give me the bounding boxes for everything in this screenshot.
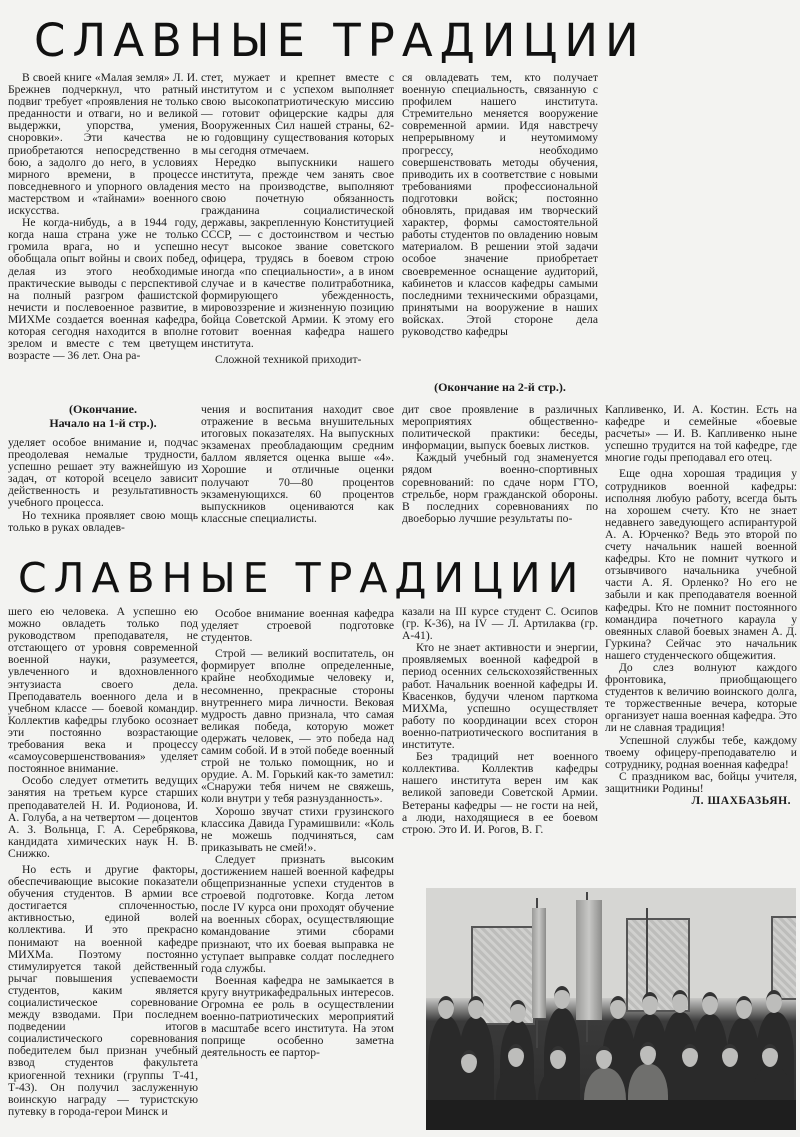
paragraph: ся овладевать тем, кто получает военную специальность, связанную с профилем нашего института. Стремительно меняется вооружение современной армии. Идя навстречу непрерывному и неутомимому прогрессу, необходимо совершенствовать методы обучения, приводить их в соответствие с новыми требованиями профессиональной подготовки войск; постоянно обновлять, придавая им творческий характер, формы самостоятельной работы студентов по овладению новым материалом. В решении этой задачи особое значение приобретает своевременное оснащение аудиторий, кабинетов и классов кафедры самыми последними техническими образцами, принятыми на вооружение в наших войсках. Этой стороне дела руководство кафедры: [402, 71, 598, 338]
article1-column-3: [402, 72, 598, 338]
paragraph: Сложной техникой приходит-: [215, 353, 362, 367]
person-head: [596, 1046, 612, 1069]
continuation-note: [8, 402, 198, 430]
banner: [532, 908, 546, 1018]
group-photo: [426, 888, 796, 1130]
paragraph: шего ею человека. А успешно ею можно овладеть только под руководством преподавателя, не отстающего от уровня современной военной науки, разумеется, увлеченного и вдохновленного энтузиаста своего дела. Преподаватель военного дела и в учебном классе — боевой командир. Коллектив кафедры глубоко осознает эти постоянно возрастающие требования века и процессу «самоусовершенствования» уделяет постоянное внимание.: [8, 605, 198, 776]
continuation-note-line1: (Окончание.: [69, 402, 137, 416]
person-head: [468, 996, 484, 1019]
person-head: [554, 986, 570, 1009]
continued-note: (Окончание на 2-й стр.).: [434, 380, 566, 394]
paragraph: Еще одна хорошая традиция у сотрудников военной кафедры: исполняя любую работу, всегда быть на хорошем счету. Кто не знает недавнего заведующего аспирантурой А. А. Юрченко? Ведь это второй по счету начальник нашей военной кафедры. Кто не помнит чуткого и отзывчивого начальника учебной части А. Я. Орленко? Но его не забыли и как преподавателя военной кафедры. Кто не помнит постоянного командира почетного караула у овеянных славой боевых знамен А. Д. Гуркина? Сейчас это начальник нашего студенческого общежития.: [605, 467, 797, 662]
continuation-column-4: [605, 404, 797, 807]
person-head: [672, 990, 688, 1013]
paragraph: До слез волнуют каждого фронтовика, приобщающего студентов к величию воинского долга, те торжественные вечера, которые организует наша военная кафедра. Это ли не славная традиция!: [605, 660, 797, 735]
author-signature: Л. ШАХБАЗЬЯН.: [691, 794, 791, 807]
person-head: [610, 996, 626, 1019]
paragraph: Военная кафедра не замыкается в кругу внутрикафедральных интересов. Огромна ее роль в осуществлении военно-патриотических мероприятий в масштабе всего института. На этом поприще особенно заметна деятельность ее партор-: [201, 973, 394, 1060]
paragraph: Следует признать высоким достижением нашей военной кафедры общепризнанные успехи студентов в строевой подготовке. Когда летом после IV курса они проходят обучение на военных сборах, осуществляющие командование этими сборами признают, что их боевая выправка не уступает выправке солдат последнего года службы.: [201, 852, 394, 975]
person-head: [461, 1050, 477, 1073]
person-head: [722, 1044, 738, 1067]
paragraph: Кто не знает активности и энергии, проявляемых военной кафедрой в период осенних сельскохозяйственных работ. Начальник военной кафедры И. Квасенков, будучи членом парткома МИХМа, успешно осуществляет работу по координации всех сторон военно-патриотического воспитания в институте.: [402, 641, 598, 752]
paragraph: С праздником вас, бойцы учителя, защитники Родины!: [605, 769, 797, 795]
person-head: [550, 1046, 566, 1069]
article2-column-1: [8, 606, 198, 1118]
person-head: [508, 1044, 524, 1067]
person-head: [702, 992, 718, 1015]
paragraph: Но есть и другие факторы, обеспечивающие высокие показатели обучения студентов. В армии все достигается сплоченностью, активностью, единой волей коллектива. И это прекрасно понимают на военной кафедре МИХМа. Поэтому постоянно стимулируется такой действенный рычаг повышения успеваемости студентов, каким является социалистическое соревнование между взводами. При последнем подведении итогов социалистического соревнования победителем был признан учебный взвод студентов факультета криогенной техники (группы Т-41, Т-43). Он получил заслуженную воинскую награду — туристскую путевку в города-герои Минск и: [8, 862, 198, 1118]
paragraph: Особо следует отметить ведущих занятия на третьем курсе старших преподавателей Н. И. Родионова, И. А. Голуба, а на четвертом — доцентов А. З. Вольнца, Г. А. Серебрякова, кандидата химических наук Н. В. Снижко.: [8, 774, 198, 860]
paragraph: уделяет особое внимание и, подчас преодолевая немалые трудности, успешно решает эту важнейшую из задач, от которой всецело зависит действенность и результативность учебного процесса.: [8, 436, 198, 510]
headline-article1: СЛАВНЫЕ ТРАДИЦИИ: [34, 14, 646, 67]
headline-article2: СЛАВНЫЕ ТРАДИЦИИ: [18, 554, 586, 602]
paragraph: Успешной службы тебе, каждому твоему офицеру-преподавателю и сотруднику, родная военная кафедра!: [605, 733, 797, 771]
paragraph: Нередко выпускники нашего института, прежде чем занять свое место на производстве, выполняют свою почетную обязанность гражданина социалистической державы, закрепленную Конституцией СССР, — с достоинством и честью несут высокое звание советского офицера, трудясь в боевом строю иногда «по специальности», а в ином случае и в качестве политработника, формирующего убежденность, мировоззрение и жизненную позицию бойца Советской Армии. К этому его готовит военная кафедра нашего института.: [201, 155, 394, 351]
paragraph: дит свое проявление в различных мероприятиях общественно-политической практики: беседы, информации, выпуск боевых листков.: [402, 403, 598, 453]
paragraph: Каждый учебный год знаменуется рядом военно-спортивных соревнований: по сдаче норм ГТО, стрельбе, норм гражданской обороны. В последних соревнованиях по двоеборью лучшие результаты по-: [402, 451, 598, 525]
paragraph: казали на III курсе студент С. Осипов (гр. К-36), на IV — Л. Артилаква (гр. А-41).: [402, 605, 598, 643]
continuation-column-3: [402, 404, 598, 525]
person-head: [766, 990, 782, 1013]
banner: [576, 900, 602, 1020]
paragraph: чения и воспитания находит свое отражение в весьма внушительных итоговых показателях. На выпускных экзаменах преобладающим средним баллом является оценка выше «4». Хорошие и отличные оценки получают 70—80 процентов экзаменующихся. 60 процентов выпускников оцениваются как классные специалисты.: [201, 403, 394, 525]
paragraph: Без традиций нет военного коллектива. Коллектив кафедры нашего института верен им как великой заповеди Советской Армии. Ветераны кафедры — не гости на ней, а люди, находящиеся в ее боевом строю. Это И. И. Рогов, В. Г.: [402, 750, 598, 836]
paragraph: Не когда-нибудь, а в 1944 году, когда наша страна уже не только громила врага, но и успешно обобщала опыт войны и своих побед, делая из этого необходимые практические выводы с перспективой на полный разгром фашистской нечисти и послевоенное развитие, в МИХМе создается военная кафедра, которая сегодня находится в вполне зрелом и вместе с тем цветущем возрасте — 36 лет. Она ра-: [8, 216, 198, 363]
article2-column-3: [402, 606, 598, 836]
continuation-column-1: [8, 437, 198, 534]
person-head: [510, 1000, 526, 1023]
paragraph: Капливенко, И. А. Костин. Есть на кафедре и семейные «боевые расчеты» — И. В. Капливенко ныне успешно трудится на той кафедре, где многие годы преподавал его отец.: [605, 403, 797, 465]
person-head: [682, 1044, 698, 1067]
paragraph: Но техника проявляет свою мощь только в руках овладев-: [8, 508, 198, 534]
photo-floor: [426, 1100, 796, 1130]
person-head: [762, 1044, 778, 1067]
person-head: [640, 1042, 656, 1065]
article2-column-2: [201, 608, 394, 1059]
photo-wall-panel: [771, 916, 796, 1000]
paragraph: Особое внимание военная кафедра уделяет строевой подготовке студентов.: [201, 607, 394, 645]
person-head: [438, 996, 454, 1019]
paragraph: В своей книге «Малая земля» Л. И. Брежнев подчеркнул, что ратный подвиг требует «проявления не только преданности и отваги, но и великой выдержки, упорства, умения, сноровки». Эти качества не приобретаются непосредственно в бою, а задолго до него, в условиях мирного времени, в процессе повседневного и упорного овладения мастерством и «тайнами» военного искусства.: [8, 71, 198, 218]
paragraph: Хорошо звучат стихи грузинского классика Давида Гурамишвили: «Коль не можешь подчиняться, сам приказывать не смей!».: [201, 804, 394, 854]
continuation-note-line2: Начало на 1-й стр.).: [49, 416, 157, 430]
article1-column-1: [8, 72, 198, 362]
continuation-column-2: [201, 404, 394, 525]
paragraph: стет, мужает и крепнет вместе с институтом и с успехом выполняет свою высокопатриотическую миссию — готовит офицерские кадры для Вооруженных Сил нашей страны, 62-ю годовщину существования которых мы сегодня отмечаем.: [201, 71, 394, 157]
paragraph: Строй — великий воспитатель, он формирует вполне определенные, крайне необходимые человеку и, несомненно, прекрасные стороны внутреннего мира личности. Вековая мудрость давно признала, что самая великая победа, которую может одержать человек, — это победа над самим собой. И в этой победе военный строй не только помощник, но и орудие. А. М. Горький как-то заметил: «Снаружи тебя ничем не свяжешь, коли внутри у тебя разнузданность».: [201, 647, 394, 806]
article1-column-2: [201, 72, 394, 366]
person-head: [642, 992, 658, 1015]
person-head: [736, 996, 752, 1019]
